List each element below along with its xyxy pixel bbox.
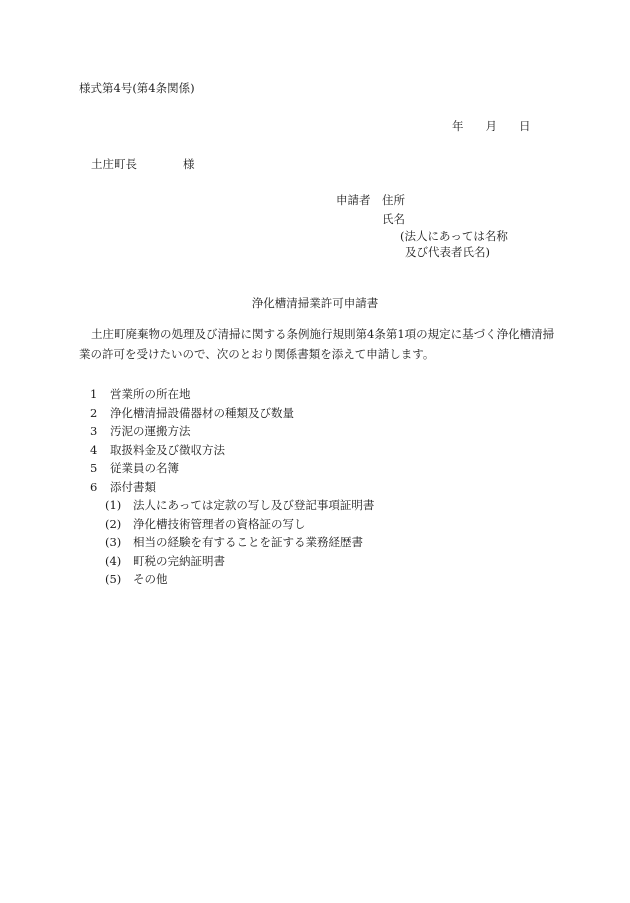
attachment-number: (3) xyxy=(105,535,122,549)
document-title: 浄化槽清掃業許可申請書 xyxy=(251,296,379,310)
applicant-label: 申請者 xyxy=(336,193,371,207)
item-label: 取扱料金及び徴収方法 xyxy=(110,442,225,457)
addressee-name: 土庄町長 xyxy=(91,157,137,171)
item-number: 3 xyxy=(90,424,98,438)
attachment-number: (1) xyxy=(105,498,122,512)
item-number: 1 xyxy=(90,387,98,401)
item-label: 営業所の所在地 xyxy=(110,387,191,401)
attachment-label: 浄化槽技術管理者の資格証の写し xyxy=(133,516,306,531)
item-number: 4 xyxy=(90,442,98,457)
attachment-number: (5) xyxy=(105,572,122,586)
attachment-item xyxy=(90,572,374,591)
item-label: 添付書類 xyxy=(110,479,156,494)
addressee-honorific: 様 xyxy=(183,157,195,171)
address-label: 住所 xyxy=(382,193,405,207)
date-line xyxy=(452,119,531,134)
corporation-note-line-1: (法人にあっては名称 xyxy=(400,229,508,243)
attachment-number: (4) xyxy=(105,553,122,568)
item-label: 浄化槽清掃設備器材の種類及び数量 xyxy=(110,405,294,420)
attachment-label: 町税の完納証明書 xyxy=(133,553,225,568)
item-label: 汚泥の運搬方法 xyxy=(110,424,191,438)
list-item xyxy=(90,443,374,462)
list-item xyxy=(90,461,374,480)
attachment-label: 相当の経験を有することを証する業務経歴書 xyxy=(133,535,363,549)
item-number: 6 xyxy=(90,479,98,494)
attachment-item xyxy=(90,554,374,573)
attachment-item xyxy=(90,517,374,536)
item-number: 5 xyxy=(90,461,98,475)
body-paragraph: 土庄町廃棄物の処理及び清掃に関する条例施行規則第4条第1項の規定に基づく浄化槽清掃業の許可を受けたいので、次のとおり関係書類を添えて申請します。 xyxy=(79,327,555,361)
attachment-item xyxy=(90,535,374,554)
date-month-label: 月 xyxy=(485,119,497,133)
corporation-note-line-2: 及び代表者氏名) xyxy=(405,245,490,259)
item-number: 2 xyxy=(90,405,98,420)
name-label: 氏名 xyxy=(382,212,405,226)
date-year-label: 年 xyxy=(452,119,464,133)
attachment-label: 法人にあっては定款の写し及び登記事項証明書 xyxy=(133,498,375,512)
list-item xyxy=(90,406,374,425)
list-item xyxy=(90,424,374,443)
list-item xyxy=(90,387,374,406)
addressee xyxy=(91,157,195,172)
date-day-label: 日 xyxy=(519,119,531,133)
form-number: 様式第4号(第4条関係) xyxy=(79,81,195,95)
item-label: 従業員の名簿 xyxy=(110,461,179,475)
attachment-number: (2) xyxy=(105,516,122,531)
attachment-label: その他 xyxy=(133,572,168,586)
item-list xyxy=(90,387,374,591)
attachment-item xyxy=(90,498,374,517)
list-item xyxy=(90,480,374,499)
